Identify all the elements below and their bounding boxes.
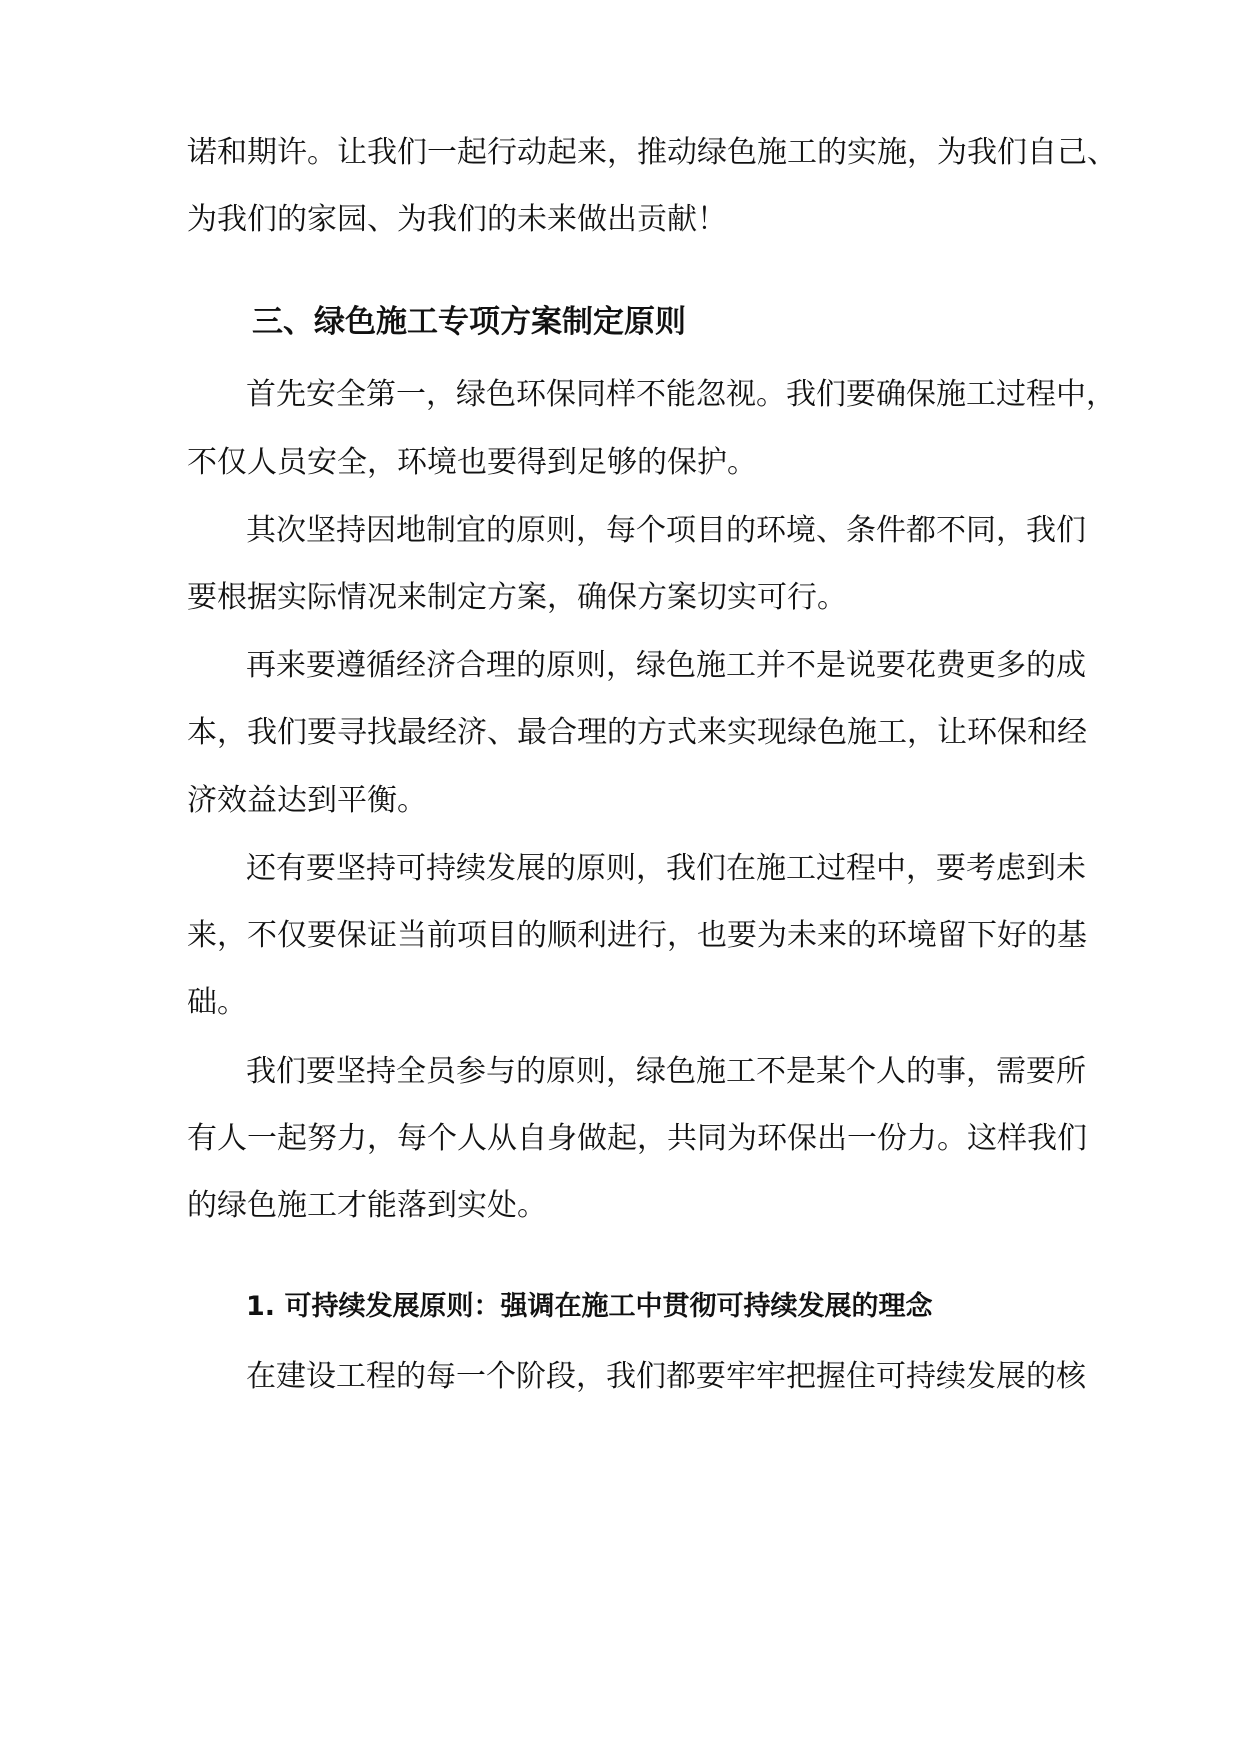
paragraph-line: 本，我们要寻找最经济、最合理的方式来实现绿色施工，让环保和经: [187, 715, 1087, 750]
paragraph-line: 的绿色施工才能落到实处。: [187, 1188, 547, 1223]
paragraph-line: 在建设工程的每一个阶段，我们都要牢牢把握住可持续发展的核: [246, 1359, 1086, 1394]
paragraph-line: 不仅人员安全，环境也要得到足够的保护。: [187, 445, 757, 480]
paragraph-line: 我们要坚持全员参与的原则，绿色施工不是某个人的事，需要所: [246, 1054, 1086, 1089]
paragraph-line: 有人一起努力，每个人从自身做起，共同为环保出一份力。这样我们: [187, 1121, 1087, 1156]
section-heading: 三、绿色施工专项方案制定原则: [252, 304, 686, 340]
paragraph-line: 还有要坚持可持续发展的原则，我们在施工过程中，要考虑到未: [246, 851, 1086, 886]
paragraph-line: 要根据实际情况来制定方案，确保方案切实可行。: [187, 580, 847, 615]
paragraph-line: 来，不仅要保证当前项目的顺利进行，也要为未来的环境留下好的基: [187, 918, 1087, 953]
paragraph-line: 再来要遵循经济合理的原则，绿色施工并不是说要花费更多的成: [246, 648, 1086, 683]
subsection-heading: 1. 可持续发展原则：强调在施工中贯彻可持续发展的理念: [246, 1291, 933, 1322]
paragraph-line: 其次坚持因地制宜的原则，每个项目的环境、条件都不同，我们: [246, 513, 1086, 548]
text-line: 为我们的家园、为我们的未来做出贡献！: [187, 202, 727, 237]
paragraph-line: 首先安全第一，绿色环保同样不能忽视。我们要确保施工过程中，: [246, 377, 1116, 412]
paragraph-line: 济效益达到平衡。: [187, 783, 427, 818]
paragraph-line: 础。: [187, 985, 247, 1020]
text-line: 诺和期许。让我们一起行动起来，推动绿色施工的实施，为我们自己、: [187, 135, 1117, 170]
